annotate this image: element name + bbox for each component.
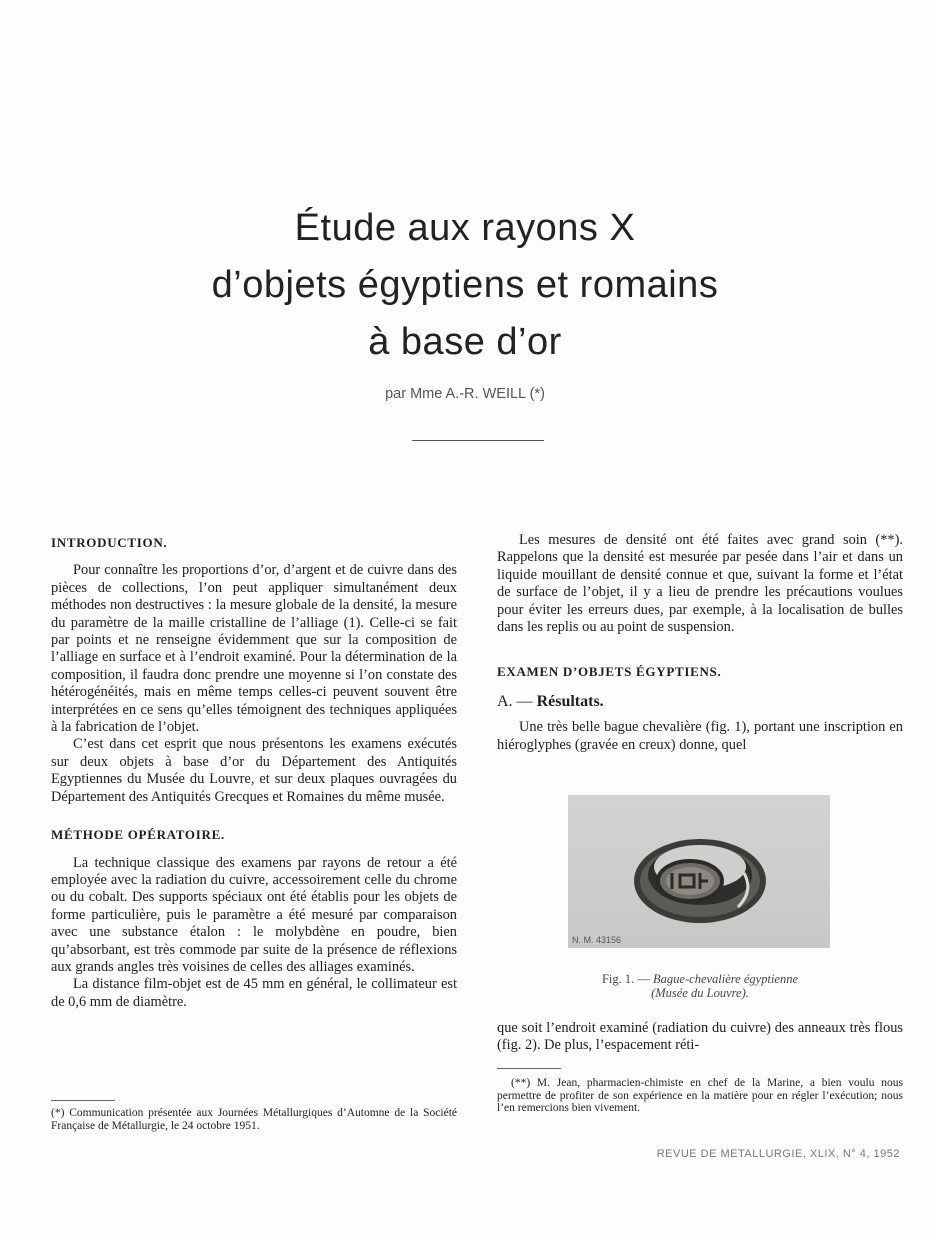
results-prefix: A. — [497, 692, 533, 710]
method-paragraph-1: La technique classique des examens par rayons de retour a été employée avec la radiation du cuivre, accessoirement celle du chrome ou du cobalt. Des supports spéciaux ont été établis pour les objets de forme particulière, puis le paramètre a été mesuré par comparaison avec une substance étalon : le molybdène en poudre, bien qu’absorbant, est très commode par suite de la présence de réflexions aux grands angles très voisines de celles des alliages examinés. [51, 854, 457, 975]
right-column [497, 530, 903, 754]
rings-paragraph: que soit l’endroit examiné (radiation du cuivre) des anneaux très flous (fig. 2). De plus, l’espacement réti- [497, 1020, 903, 1054]
ring-photograph [568, 795, 830, 948]
figure-caption [497, 972, 903, 1000]
results-subheading [497, 693, 903, 710]
title-line-2: d’objets égyptiens et romains [211, 264, 719, 306]
intro-paragraph-1: Pour connaître les proportions d’or, d’argent et de cuivre dans des pièces de collections, l’on peut appliquer simultanément deux méthodes non destructives : la mesure globale de la densité, la mesure du paramètre de la maille cristalline de l’alliage (1). Celle-ci se fait par points et ne renseigne évidemment que sur la composition de l’alliage en surface et à l’endroit examiné. Pour la détermination de la composition, il faudra donc prendre une moyenne si l’on constate des hétérogénéités, mais en même temps celles-ci peuvent souvent être interprétées en ce sens qu’elles témoignent des techniques appliquées à la fabrication de l’objet. [51, 562, 457, 736]
method-heading: MÉTHODE OPÉRATOIRE. [51, 827, 225, 843]
right-column-continued [497, 1020, 903, 1055]
title-divider [412, 440, 544, 441]
left-footnote: (*) Communication présentée aux Journées Métallurgiques d’Automne de la Société Française de Métallurgie, le 24 octobre 1951. [51, 1107, 457, 1132]
title-line-1: Étude aux rayons X [294, 207, 636, 249]
density-paragraph: Les mesures de densité ont été faites avec grand soin (**). Rappelons que la densité est mesurée par pesée dans l’air et dans un liquide mouillant de densité connue et que, suivant la forme et l’état de surface de l’objet, il y a lieu de prendre les précautions voulues pour éviter les erreurs dues, par exemple, à la localisation de bulles dans les replis ou au point de suspension. [497, 532, 903, 636]
title-line-3: à base d’or [368, 321, 562, 363]
photo-inventory-label: N. M. 43156 [572, 935, 622, 945]
journal-footer: REVUE DE METALLURGIE, XLIX, N° 4, 1952 [656, 1148, 900, 1160]
signet-ring-image [568, 795, 830, 948]
left-footnote-rule [51, 1100, 115, 1101]
right-footnote: (**) M. Jean, pharmacien-chimiste en chef de la Marine, a bien voulu nous permettre de profiter de son expérience en la matière pour en régler l’exécution; nous l’en remercions bien vivement. [497, 1077, 903, 1114]
caption-source: (Musée du Louvre). [651, 986, 749, 1000]
intro-paragraph-2: C’est dans cet esprit que nous présentons les examens exécutés sur deux objets à base d’or du Département des Antiquités Egyptiennes du Musée du Louvre, et sur deux plaques ouvragées du Département des Antiquités Grecques et Romaines du même musée. [51, 736, 457, 805]
method-paragraph-2: La distance film-objet est de 45 mm en général, le collimateur est de 0,6 mm de diamètre. [51, 976, 457, 1010]
right-footnote-rule [497, 1068, 561, 1069]
egyptian-exam-heading: EXAMEN D’OBJETS ÉGYPTIENS. [497, 664, 722, 680]
caption-prefix: Fig. 1. — [601, 972, 650, 986]
article-title [0, 200, 930, 371]
author-line: par Mme A.-R. WEILL (*) [385, 386, 545, 402]
results-title: Résultats. [536, 692, 604, 710]
ring-paragraph: Une très belle bague chevalière (fig. 1), portant une inscription en hiéroglyphes (gravée en creux) donne, quel [497, 719, 903, 753]
caption-main: Bague-chevalière égyptienne [653, 972, 798, 986]
left-column [51, 530, 457, 1011]
introduction-heading: INTRODUCTION. [51, 535, 168, 550]
